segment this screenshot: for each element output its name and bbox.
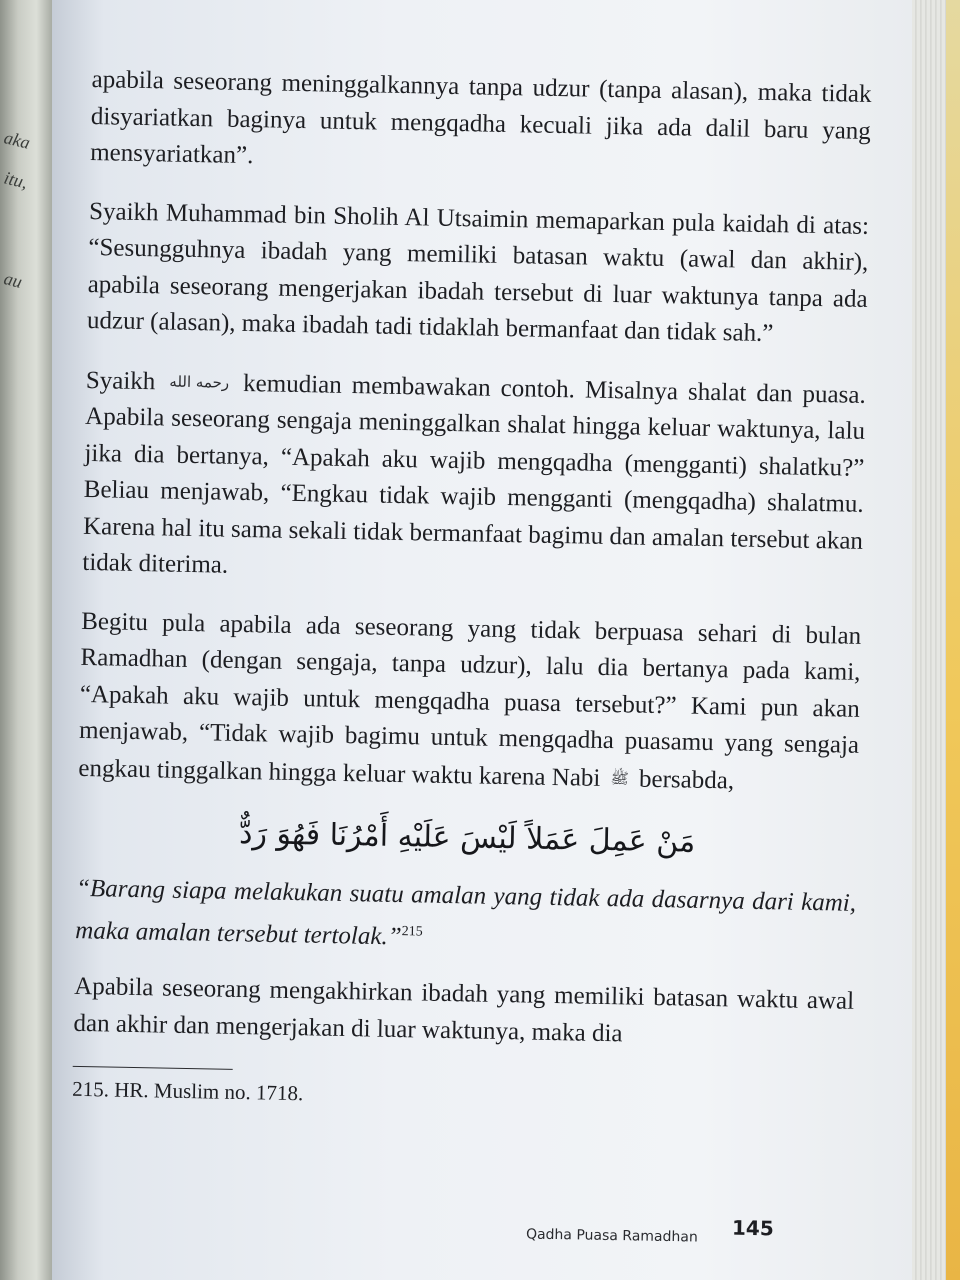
arabic-hadith: مَنْ عَمِلَ عَمَلاً لَيْسَ عَلَيْهِ أَمْرُنَا فَهُوَ رَدٌّ (238, 815, 696, 860)
quote-text: “Barang siapa melakukan suatu amalan yang tidak ada dasarnya dari kami, maka amalan tersebut tertolak.” (75, 874, 857, 950)
footnote-reference: 215 (401, 923, 423, 940)
paragraph (78, 603, 861, 801)
paragraph: Apabila seseorang mengakhirkan ibadah yang memiliki batasan waktu awal dan akhir dan mengerjakan di luar waktunya, maka dia (73, 973, 855, 1048)
paragraph: Syaikh Muhammad bin Sholih Al Utsaimin memaparkan pula kaidah di atas: “Sesungguhnya ibadah yang memiliki batasan waktu (awal dan akhir), apabila seseorang mengerjakan ibadah tersebut di luar waktunya tanpa ada udzur (alasan), maka ibadah tadi tidaklah bermanfaat dan tidak sah.” (86, 197, 870, 348)
paragraph-lead: Syaikh (85, 366, 156, 395)
left-page-fragment: au (1, 268, 25, 292)
book-page (52, 0, 912, 1280)
previous-page-edge (0, 0, 52, 1280)
footnote-divider (73, 1066, 233, 1070)
footnote: 215. HR. Muslim no. 1718. (72, 1077, 304, 1106)
page-body (72, 62, 872, 1118)
paragraph-text: kemudian membawakan contoh. Misalnya shalat dan puasa. Apabila seseorang sengaja meninggalkan shalat hingga keluar waktunya, lalu jika dia bertanya, “Apakah aku wajib mengqadha (mengganti) shalatku?” Beliau menjawab, “Engkau tidak wajib mengganti (mengqadha) shalatmu. Karena hal itu sama sekali tidak bermanfaat bagimu dan amalan tersebut akan tidak diterima. (82, 369, 867, 579)
page-stack-edge (912, 0, 960, 1280)
paragraph-text: Begitu pula apabila ada seseorang yang tidak berpuasa sehari di bulan Ramadhan (dengan sengaja, tanpa udzur), lalu dia bertanya pada kami, “Apakah aku wajib untuk mengqadha puasa tersebut?” Kami pun akan menjawab, “Tidak wajib bagimu untuk mengqadha puasamu yang sengaja engkau tinggalkan hingga keluar waktu karena Nabi (78, 607, 862, 792)
page-number: 145 (731, 1215, 774, 1241)
left-page-fragment: aka (2, 127, 33, 153)
hadith-translation (75, 871, 856, 964)
honorific-saw-icon: ﷺ (610, 768, 629, 787)
paragraph (82, 361, 866, 596)
paragraph-tail: bersabda, (638, 765, 735, 794)
left-page-fragment: itu, (2, 167, 30, 193)
honorific-rahimahullah-icon: رحمه الله (169, 372, 230, 392)
book-cover-edge (946, 0, 960, 1280)
paragraph: apabila seseorang meninggalkannya tanpa udzur (tanpa alasan), maka tidak disyariatkan baginya untuk mengqadha kecuali jika ada dalil baru yang mensyariatkan”. (90, 65, 872, 170)
running-title: Qadha Puasa Ramadhan (525, 1226, 698, 1246)
